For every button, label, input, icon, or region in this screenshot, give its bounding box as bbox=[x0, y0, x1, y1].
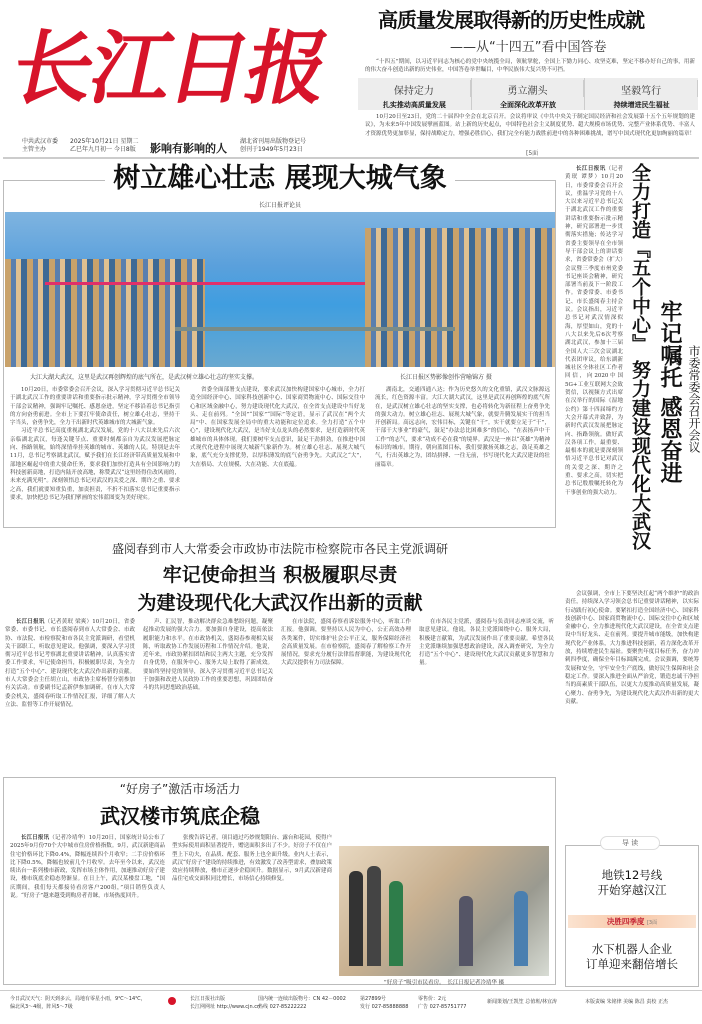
feature-box[interactable]: 保持定力 扎实推动高质量发展 bbox=[358, 78, 472, 110]
guide-tab: 导 读 bbox=[600, 836, 660, 850]
right-col-bottom: 会议强调，全市上下要坚决扛起“两个维护”的政治责任，持续深入学习领会总书记重要讲话精神，以实际行动践行初心使命。要紧扣打造全国经济中心、国家科技创新中心、国家商贸物流中心、国际交往中心和区域金融中心，全力推进现代化大武汉建设，在全省支点建设中当好龙头、走在前列。要提升城市能级，加快构建现代化产业体系，大力推进科技创新，着力深化改革开放，持续增进民生福祉。要聚焦年度目标任务，奋力冲刺四季度，确保全年目标圆满完成。会议强调，要统筹发展和安全，守牢安全生产底线，做好民生保障和社会稳定工作。要深入推进全面从严治党，锻造忠诚干净担当的高素质干部队伍，以更大力度推动高质量发展，凝心聚力、奋勇争先，为建设现代化大武汉作出新的更大贡献。 bbox=[565, 591, 699, 705]
person bbox=[367, 866, 381, 966]
page-ref[interactable]: [5面 bbox=[526, 150, 539, 157]
staff: 本版责编 朱铭律 美编 陈昌 责校 正杰 bbox=[585, 999, 668, 1005]
lead-headline[interactable]: 树立雄心壮志 展现大城气象 bbox=[105, 163, 454, 194]
second-headline-1[interactable]: 牢记使命担当 积极履职尽责 bbox=[162, 564, 398, 586]
feature-box[interactable]: 勇立潮头 全面深化改革开放 bbox=[472, 78, 586, 110]
second-col-1: 长江日报讯（记者黄珉 梁爽）10月20日，省委常委、市委书记、市长盛阅春到市人大常委会、市政协、市法院、市检察院和市各民主党派调研，看望机关干部职工，听取意见建议。他强调，要深入学习贯彻习近平总书记考察湖北重要讲话精神，认真落实省委工作要求，牢记使命担当，积极履职尽责，为全力打造“五个中心”、建设现代化大武汉作出新的贡献。市人大常委会主任胡立山，市政协主席杨智分别参加有关活动。市委副书记孟新伊参加调研。在市人大常委会机关，盛阅春听取工作情况汇报，详细了解人大立法、监督等工作开展情况。 bbox=[5, 619, 135, 708]
feature-text: 10月20日至23日，党的二十届四中全会在北京召开。会议将审议《中共中央关于制定国民经济和社会发展第十五个五年规划的建议》，为未来5年中国发展擘画蓝图。站上新的历史起点，中国特色社会主义制度优势、超大规模市场优势、完整产业体系优势、丰富人才资源优势更加彰显，保持战略定力，增强必胜信心，我们完全有能力战胜前进中的各种困难挑战，谱写中国式现代化更加绚丽的篇章！ bbox=[365, 114, 695, 137]
guide-item-1[interactable]: 地铁12号线 开始穿越汉江 bbox=[597, 868, 667, 897]
feature-intro: “十四五”期间，以习近平同志为核心的党中央统揽全局，领航掌舵，全国上下勠力同心、攻坚克难，坚定不移办好自己的事，用新的伟大奋斗创造出新的历史伟业，中国答卷举世瞩目，中华民族伟大复兴势不可挡。 bbox=[365, 59, 695, 74]
lead-col-2: 省委全面部署支点建设，要求武汉加快构建国家中心城市，全力打造全国经济中心、国家科技创新中心、国家商贸物流中心、国际交往中心和区域金融中心，努力建设现代化大武汉，在全省支点建设中当好龙头、走在前列。“全国”“国家”“国际”等定语，显示了武汉在“两个大局”中、在国家发展全局中的重大功能和定位追求。全力打造“五个中心”，建设现代化大武汉，是当好支点龙头的必然要求，是打造新时代英雄城市的具体体现。我们要树牢支点意识，鼓足干劲拼劲，在推进中国式现代化进程中展现大城新气象新作为。树立雄心壮志、展现大城气象，底气充分支撑优势，以厚积薄发的底气奋勇争先。大武汉之“大”，大在格局、大在规模、大在功能、大在底蕴。 bbox=[190, 387, 365, 468]
editors: 新闻策划/王凯笙 总值班/林宜涛 bbox=[487, 999, 557, 1005]
guide-item-2[interactable]: 水下机器人企业 订单迎来翻倍增长 bbox=[586, 942, 678, 971]
second-headline-2[interactable]: 为建设现代化大武汉作出新的贡献 bbox=[137, 592, 423, 614]
third-col-2: 张俊告诉记者，项目通过巧妙规划阳台、露台和花园，使得户型实际使用面积显著提升，赠送面积多出了不少。好房子不仅在户型上下功夫，在品质、配套、服务上也全面升级。业内人士表示，武汉“好房子”建设的持续推进，有效激发了改善型需求，叠加政策效应持续释放，楼市正逐步企稳回升。数据显示，9月武汉新建商品住宅成交面积同比增长，市场信心持续修复。 bbox=[172, 835, 332, 883]
lead-photo-caption: 大江大湖大武汉，这里是武汉再创辉煌的底气所在，是武汉树立雄心壮志的坚实支撑。 bbox=[30, 374, 259, 381]
right-headline-kicker: 市委常委会召开会议 bbox=[687, 345, 701, 453]
skyline-right bbox=[365, 228, 555, 368]
second-col-3: 在市法院，盛阅春察看诉讼服务中心，听取工作汇报。他强调，要坚持以人民为中心，公正高效办理各类案件，切实维护社会公平正义，服务保障经济社会高质量发展。在市检察院，盛阅春了解检察工作开展情况，要求充分履行法律监督职能，为建设现代化大武汉提供有力司法保障。 bbox=[281, 619, 411, 667]
person bbox=[389, 881, 403, 966]
masthead-logo: 长江日报 bbox=[4, 21, 336, 115]
skyline-left bbox=[5, 259, 205, 368]
lead-col-1: 10月20日，市委常委会召开会议，深入学习贯彻习近平总书记关于湖北武汉工作的重要讲话和重要指示批示精神，学习贯彻全市领导干部会议精神，强调牢记嘱托、感恩奋进，坚定不移沿着总书记指引的方向奋勇前进。全市上下要扛牢使命责任，树立雄心壮志，坚持干字当头，奋勇争先，全力干出新时代英雄城市的大城新气象。 习近平总书记高度重视湖北武汉发展，党的十八大以来先后六次亲临湖北武汉，每逢关键节点、重要时刻都亲自为武汉发展把脉定向、指路领航，始终深情牵挂英雄的城市、英雄的人民。特别是去年11月，总书记考察湖北武汉，赋予我们在长江经济带高质量发展和中部地区崛起中的重大使命任务，要求我们加快打造具有全国影响力的科技创新高地，打造内陆开放高地，称赞武汉“这里经得住改风雨的，未来充满光明”。深刻领悟总书记对武汉的关爱之深、期许之重、要求之高，我们就要知重负重，加责担责，不折不扣落实总书记重要指示要求，加快把总书记为我们擘画的宏伟蓝图变为美好现实。 bbox=[10, 387, 180, 501]
date-line: 2025年10月21日 星期二 乙巳年九月初一 今日8版 bbox=[70, 138, 139, 153]
third-kicker: “好房子”激活市场活力 bbox=[119, 782, 241, 796]
divider bbox=[3, 157, 699, 159]
second-col-4: 在市各民主党派，盛阅春与负责同志座谈交流，听取意见建议。他说，各民主党派围绕中心、服务大局，积极建言献策，为武汉发展作出了重要贡献。希望各民主党派继续加强思想政治建设，深入调查研究，为全力打造“五个中心”、建设现代化大武汉贡献更多智慧和力量。 bbox=[419, 619, 554, 667]
sponsor: 中共武汉市委 主管主办 bbox=[22, 138, 59, 153]
lead-byline: 长江日报评论员 bbox=[258, 202, 301, 209]
right-headline-sub[interactable]: 牢记嘱托 感恩奋进 bbox=[657, 300, 682, 484]
feature-subtitle: ——从“十四五”看中国答卷 bbox=[450, 40, 607, 55]
publisher: 长江日报社出版 长江网网址 http://www.cjn.cn bbox=[190, 996, 261, 1010]
third-photo-caption: “好房子”吸引市民看房。 长江日报记者冷靖华 摄 bbox=[383, 980, 505, 986]
third-col-1: 长江日报讯（记者冷靖华）10月20日，国家统计局公布了2025年9月份70个大中城市住房价格指数。9月，武汉新建商品住宅价格环比下降0.4%，降幅连续四个月收窄；二手房价格环比下降0.5%，降幅也较前几个月收窄。去年至今以来，武汉连续出台一系列楼市新政，发挥市场主体作用，加速推动好房子建设，楼市筑底企稳态势渐显。在日上午，武汉某楼盘工地，“国庆期间，我们每天都接待看房客户200组，”项目销售负责人说。“好房子”越来越受到购房者青睐，市场热度回升。 bbox=[10, 835, 165, 900]
cn-number: 国内统一连续出版物号：CN 42－0002 热线 027-85222222 bbox=[258, 996, 346, 1010]
third-headline[interactable]: 武汉楼市筑底企稳 bbox=[100, 804, 260, 828]
publisher-logo-icon bbox=[168, 997, 176, 1005]
second-kicker: 盛阅春到市人大常委会市政协市法院市检察院市各民主党派调研 bbox=[111, 542, 448, 556]
person bbox=[349, 871, 363, 966]
guide-band[interactable]: 决胜四季度 [3面 bbox=[568, 915, 696, 928]
price: 零售价：2元 广告 027-85751777 bbox=[418, 996, 467, 1010]
weather: 今日武汉天气：阴天到多云，局地有零星小雨，9℃～14℃， 偏北风3～4级，阵风5～7级 bbox=[10, 996, 146, 1010]
bridge bbox=[175, 327, 455, 331]
right-col-top: 长江日报讯（记者黄珉 谭梦）10月20日，市委常委会召开会议，重温学习党的十八大以来习近平总书记关于湖北武汉工作的重要讲话和重要指示批示精神，研究部署进一步贯彻落实措施；传达学习省委主要领导在全市领导干部会议上的讲话要求，省委常委会（扩大）会议暨三季度市州党委书记座谈会精神，研究部署当前及下一阶段工作。省委常委、市委书记、市长盛阅春主持会议。会议指出，习近平总书记对武汉情深似海，厚望如山，党的十八大以来先后6次考察湖北武汉，参加十三届全国人大三次会议湖北代表团审议，给东湖新城社区全体社区工作者回信，向2020中国5G+工业互联网大会致贺信，以视频方式出席在汉举行的国际《湿地公约》第十四届缔约方大会开幕式并致辞，为新时代武汉发展把脉定向、指路领航。做好武汉各项工作，最重要、最根本的就是要深刻领悟习近平总书记对武汉的关爱之深、期许之重、要求之高，切实把总书记殷殷嘱托转化为干事创业的强大动力。 bbox=[565, 166, 623, 496]
feature-title[interactable]: 高质量发展取得新的历史性成就 bbox=[378, 8, 644, 32]
footer bbox=[0, 990, 702, 1024]
person bbox=[459, 896, 473, 966]
lead-headline-wrap bbox=[0, 163, 560, 195]
lead-photo-credit: 长江日报区势影像创作营喻锦方 摄 bbox=[400, 374, 492, 381]
third-photo[interactable] bbox=[339, 846, 549, 976]
person bbox=[514, 891, 528, 966]
slogan: 影响有影响的人 bbox=[150, 142, 227, 155]
registration: 湖北省刊用出版物登记号 创刊于1949年5月23日 bbox=[240, 138, 307, 153]
bridge bbox=[45, 282, 365, 285]
issue: 第27899号 发行 027-85888888 bbox=[360, 996, 409, 1010]
feature-boxes bbox=[358, 78, 698, 110]
lead-photo[interactable] bbox=[5, 212, 555, 367]
right-headline-main[interactable]: 全力打造『五个中心』 努力建设现代化大武汉 bbox=[629, 163, 651, 550]
lead-col-3: 湖南北，交通四通八达；作为历史悠久的文化重镇，武汉文脉源远流长，红色资源丰富。大江大湖大武汉，这里是武汉再创辉煌的底气所在，是武汉树立雄心壮志的坚实支撑，也必将转化为新征程上奋勇争先的强大动力。树立雄心壮志、展现大城气象，就要升腾发展实干的担当开创新局。高远志向，宏伟目标，关键在“干”。实干就要立足于“干”，干部干大事业“的豪气，鼓足“办法总比困难多”的信心，“在表扬声中干工作”的志气，要求“功成不必在我”的境界。武汉是一座以“英雄”为精神标识的城市。期待，朝向蓝图目标，我们要激扬英雄之志，鼓足英雄之气，行出英雄之为，团结拼搏、一往无前，书写现代化大武汉建设的壮丽篇章。 bbox=[375, 387, 550, 468]
second-col-2: 声、汇民智，推动解决群众急难愁盼问题，凝聚起推动发展的强大合力。要加强自身建设，提高依法履职能力和水平。在市政协机关，盛阅春参观相关展陈，听取政协工作发展历程和工作情况介绍。他说，近年来，市政协紧扣团结和民主两大主题，充分发挥自身优势，在服务中心、服务大局上取得了新成效。要始终坚持党的领导，深入学习贯彻习近平总书记关于加强和改进人民政协工作的重要思想，巩固团结奋斗的共同思想政治基础。 bbox=[143, 619, 273, 692]
feature-box[interactable]: 坚毅笃行 持续增进民生福祉 bbox=[585, 78, 698, 110]
